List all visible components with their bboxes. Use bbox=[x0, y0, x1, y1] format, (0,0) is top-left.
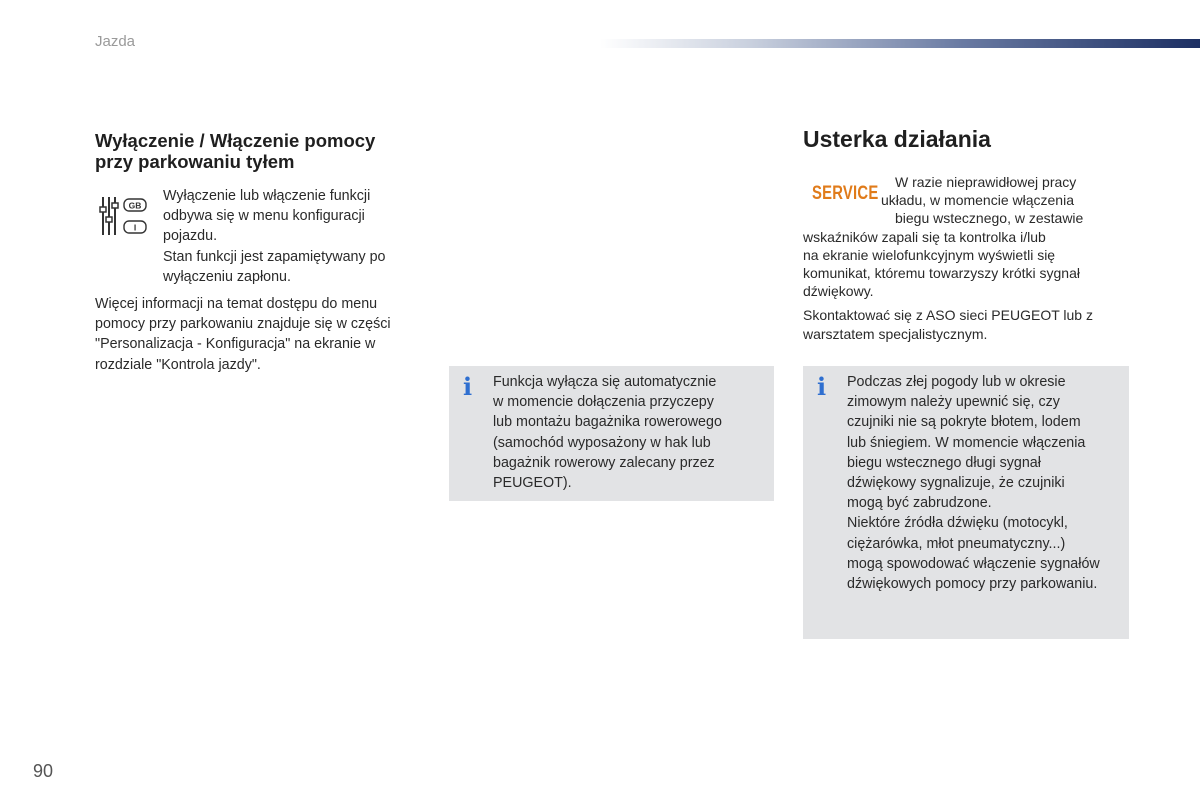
info-icon: i bbox=[463, 372, 473, 401]
more-info-paragraph: Więcej informacji na temat dostępu do menu pomocy przy parkowaniu znajduje się w części "Personalizacja - Konfiguracja" na ekranie w rozdziale "Kontrola jazdy". bbox=[95, 296, 391, 373]
info-box-text: Podczas złej pogody lub w okresie zimowym należy upewnić się, czy czujniki nie są pokryte błotem, lodem lub śniegiem. W momencie włączenia biegu wstecznego długi sygnał dźwiękowy sygnalizuje, że czujniki mogą być zabrudzone. Niektóre źródła dźwięku (motocykl, ciężarówka, młot pneumatyczny...) mogą spowodować włączenie sygnałów dźwiękowych pomocy przy parkowaniu. bbox=[847, 374, 1100, 593]
contact-paragraph: Skontaktować się z ASO sieci PEUGEOT lub z warsztatem specjalistycznym. bbox=[803, 307, 1093, 342]
info-icon: i bbox=[817, 372, 827, 401]
right-column bbox=[803, 126, 1133, 343]
settings-sliders-icon bbox=[98, 193, 148, 239]
config-icon-row bbox=[95, 186, 425, 285]
parking-aid-heading: Wyłączenie / Włączenie pomocy przy parkowaniu tyłem bbox=[95, 130, 376, 172]
info-box-weather bbox=[803, 366, 1129, 639]
info-box-text: Funkcja wyłącza się automatycznie w momencie dołączenia przyczepy lub montażu bagażnika rowerowego (samochód wyposażony w hak lub bagażnik rowerowy zalecany przez PEUGEOT). bbox=[493, 374, 722, 492]
icon-badge-gb: GB bbox=[128, 200, 142, 211]
malfunction-paragraph: W razie nieprawidłowej pracy układu, w momencie włączenia biegu wstecznego, w zestawie wskaźników zapali się ta kontrolka i/lub na ekranie wielofunkcyjnym wyświetli się komunikat, któremu towarzyszy krótki sygnał dźwiękowy. bbox=[803, 174, 1084, 300]
left-column bbox=[95, 130, 425, 375]
header-gradient-bar bbox=[600, 39, 1200, 48]
service-warning-icon: SERVICE bbox=[812, 183, 879, 204]
malfunction-heading: Usterka działania bbox=[803, 126, 991, 152]
section-title: Jazda bbox=[95, 33, 136, 50]
page-number: 90 bbox=[33, 761, 54, 781]
info-box-trailer bbox=[449, 366, 774, 501]
service-area bbox=[803, 173, 1133, 343]
icon-badge-i: I bbox=[133, 222, 137, 233]
config-description: Wyłączenie lub włączenie funkcji odbywa się w menu konfiguracji pojazdu. Stan funkcji jest zapamiętywany po wyłączeniu zapłonu. bbox=[163, 188, 386, 285]
